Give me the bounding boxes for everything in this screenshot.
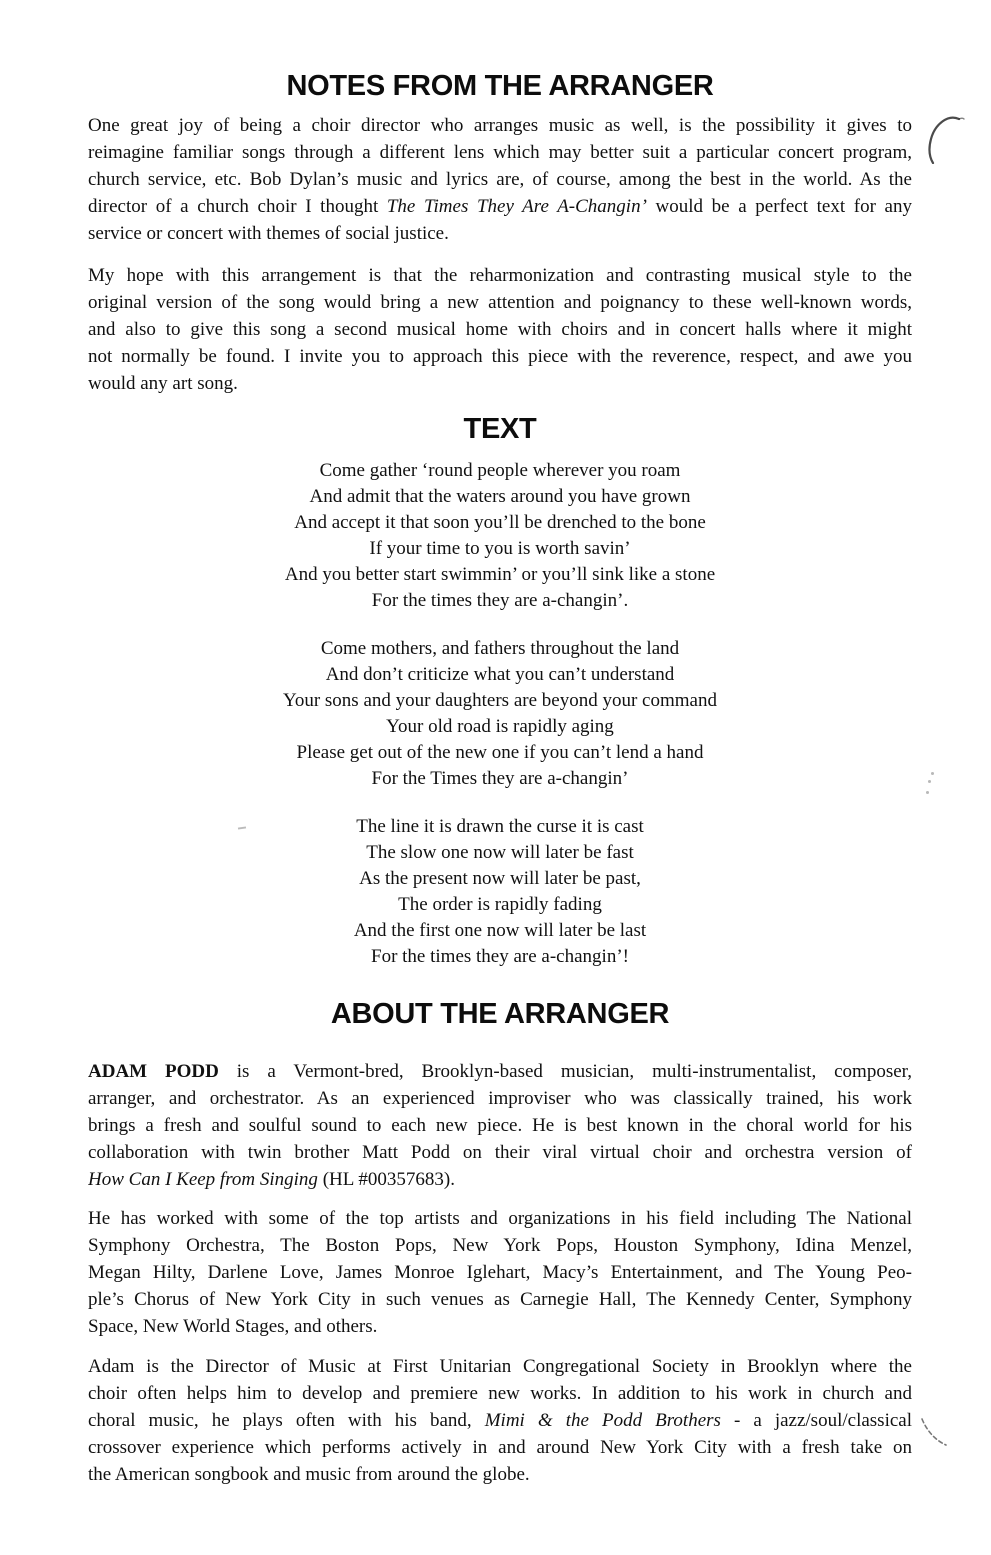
text-segment: the American songbook and music from around the globe. — [88, 1464, 530, 1485]
lyrics-stanza-3 — [88, 814, 912, 970]
lyric-line: And the first one now will later be last — [353, 920, 647, 941]
lyric-line: As the present now will later be past, — [359, 868, 641, 889]
text-line — [88, 316, 912, 343]
text-heading: TEXT — [463, 413, 537, 445]
pen-mark-paren-icon — [918, 112, 966, 164]
text-segment: collaboration with twin brother Matt Podd on their viral virtual choir and orchestra version of — [88, 1142, 912, 1163]
text-segment: He has worked with some of the top artists and organizations in his field including The National — [88, 1208, 912, 1229]
text-line — [88, 1232, 912, 1259]
about-paragraph-2 — [88, 1205, 912, 1340]
text-segment: Adam is the Director of Music at First Unitarian Congregational Society in Brooklyn where the — [88, 1356, 912, 1377]
text-line — [88, 1166, 912, 1193]
text-line — [88, 343, 912, 370]
ink-speck — [928, 780, 931, 783]
text-line — [88, 112, 912, 139]
lyric-line: Come gather ‘round people wherever you roam — [319, 460, 681, 481]
page-content — [88, 70, 912, 1488]
lyric-line: Your sons and your daughters are beyond your command — [283, 690, 717, 711]
text-line — [88, 1205, 912, 1232]
ink-speck — [931, 772, 934, 775]
lyrics-stanza-1 — [88, 458, 912, 614]
text-segment: Megan Hilty, Darlene Love, James Monroe Iglehart, Macy’s Entertainment, and The Young Peo- — [88, 1262, 912, 1283]
text-segment: The Times They Are A-Changin’ — [386, 196, 647, 217]
text-line — [88, 262, 912, 289]
text-segment: director of a church choir I thought — [88, 196, 387, 217]
text-line — [88, 193, 912, 220]
ink-speck — [926, 791, 929, 794]
text-segment: crossover experience which performs actively in and around New York City with a fresh take on — [88, 1437, 912, 1458]
text-segment: My hope with this arrangement is that the reharmonization and contrasting musical style to the — [88, 265, 912, 286]
lyric-line: And don’t criticize what you can’t understand — [325, 664, 675, 685]
lyric-line: Please get out of the new one if you can’t lend a hand — [296, 742, 704, 763]
notes-paragraph-2 — [88, 262, 912, 397]
about-paragraph-3 — [88, 1353, 912, 1488]
text-line — [88, 220, 912, 247]
pen-mark-diagonal-icon — [916, 1414, 954, 1454]
text-segment: choral music, he plays often with his band, — [88, 1410, 485, 1431]
text-segment: would be a perfect text for any — [646, 196, 912, 217]
text-segment: would any art song. — [88, 373, 238, 394]
text-segment: original version of the song would bring a new attention and poignancy to these well-known words, — [88, 292, 912, 313]
text-segment: Space, New World Stages, and others. — [88, 1316, 378, 1337]
text-line — [88, 1407, 912, 1434]
text-segment: choir often helps him to develop and premiere new works. In addition to his work in church and — [88, 1383, 912, 1404]
notes-paragraph-1 — [88, 112, 912, 247]
text-line — [88, 1461, 912, 1488]
text-line — [88, 1139, 912, 1166]
text-line — [88, 1259, 912, 1286]
text-line — [88, 289, 912, 316]
text-segment: brings a fresh and soulful sound to each new piece. He is best known in the choral world for his — [88, 1115, 912, 1136]
text-segment: reimagine familiar songs through a different lens which may better suit a particular concert program, — [88, 142, 912, 163]
lyric-line: And admit that the waters around you have grown — [309, 486, 691, 507]
text-line — [88, 166, 912, 193]
text-line — [88, 1313, 912, 1340]
text-line — [88, 1085, 912, 1112]
lyric-line: For the Times they are a-changin’ — [371, 768, 629, 789]
text-line — [88, 1434, 912, 1461]
text-segment: One great joy of being a choir director who arranges music as well, is the possibility it gives to — [88, 115, 912, 136]
text-segment: Symphony Orchestra, The Boston Pops, New York Pops, Houston Symphony, Idina Menzel, — [88, 1235, 912, 1256]
text-line — [88, 1286, 912, 1313]
text-segment: ADAM PODD — [88, 1061, 219, 1082]
lyric-line: Come mothers, and fathers throughout the land — [320, 638, 680, 659]
text-segment: (HL #00357683). — [317, 1169, 455, 1190]
lyric-line: Your old road is rapidly aging — [386, 716, 614, 737]
about-paragraph-1 — [88, 1058, 912, 1193]
lyric-line: And accept it that soon you’ll be drenched to the bone — [294, 512, 706, 533]
lyric-line: The slow one now will later be fast — [366, 842, 634, 863]
text-segment: arranger, and orchestrator. As an experienced improviser who was classically trained, his work — [88, 1088, 912, 1109]
text-segment: How Can I Keep from Singing — [88, 1169, 318, 1190]
text-segment: Mimi & the Podd Brothers — [484, 1410, 721, 1431]
text-segment: church service, etc. Bob Dylan’s music and lyrics are, of course, among the best in the world. As the — [88, 169, 912, 190]
text-line — [88, 1058, 912, 1085]
text-line — [88, 1380, 912, 1407]
text-line — [88, 1112, 912, 1139]
text-line — [88, 370, 912, 397]
lyric-line: And you better start swimmin’ or you’ll sink like a stone — [284, 564, 716, 585]
lyric-line: The order is rapidly fading — [398, 894, 602, 915]
lyrics-stanza-2 — [88, 636, 912, 792]
about-heading: ABOUT THE ARRANGER — [330, 998, 670, 1030]
text-segment: - a jazz/soul/classical — [720, 1410, 912, 1431]
lyric-line: For the times they are a-changin’. — [371, 590, 629, 611]
text-segment: ple’s Chorus of New York City in such venues as Carnegie Hall, The Kennedy Center, Symphony — [88, 1289, 912, 1310]
text-segment: service or concert with themes of social justice. — [88, 223, 449, 244]
notes-heading: NOTES FROM THE ARRANGER — [286, 70, 714, 102]
text-segment: is a Vermont-bred, Brooklyn-based musician, multi-instrumentalist, composer, — [218, 1061, 912, 1082]
lyric-line: For the times they are a-changin’! — [371, 946, 629, 967]
text-segment: not normally be found. I invite you to approach this piece with the reverence, respect, and awe you — [88, 346, 912, 367]
text-segment: and also to give this song a second musical home with choirs and in concert halls where it might — [88, 319, 912, 340]
lyric-line: If your time to you is worth savin’ — [369, 538, 631, 559]
text-line — [88, 1353, 912, 1380]
text-line — [88, 139, 912, 166]
lyric-line: The line it is drawn the curse it is cast — [356, 816, 644, 837]
